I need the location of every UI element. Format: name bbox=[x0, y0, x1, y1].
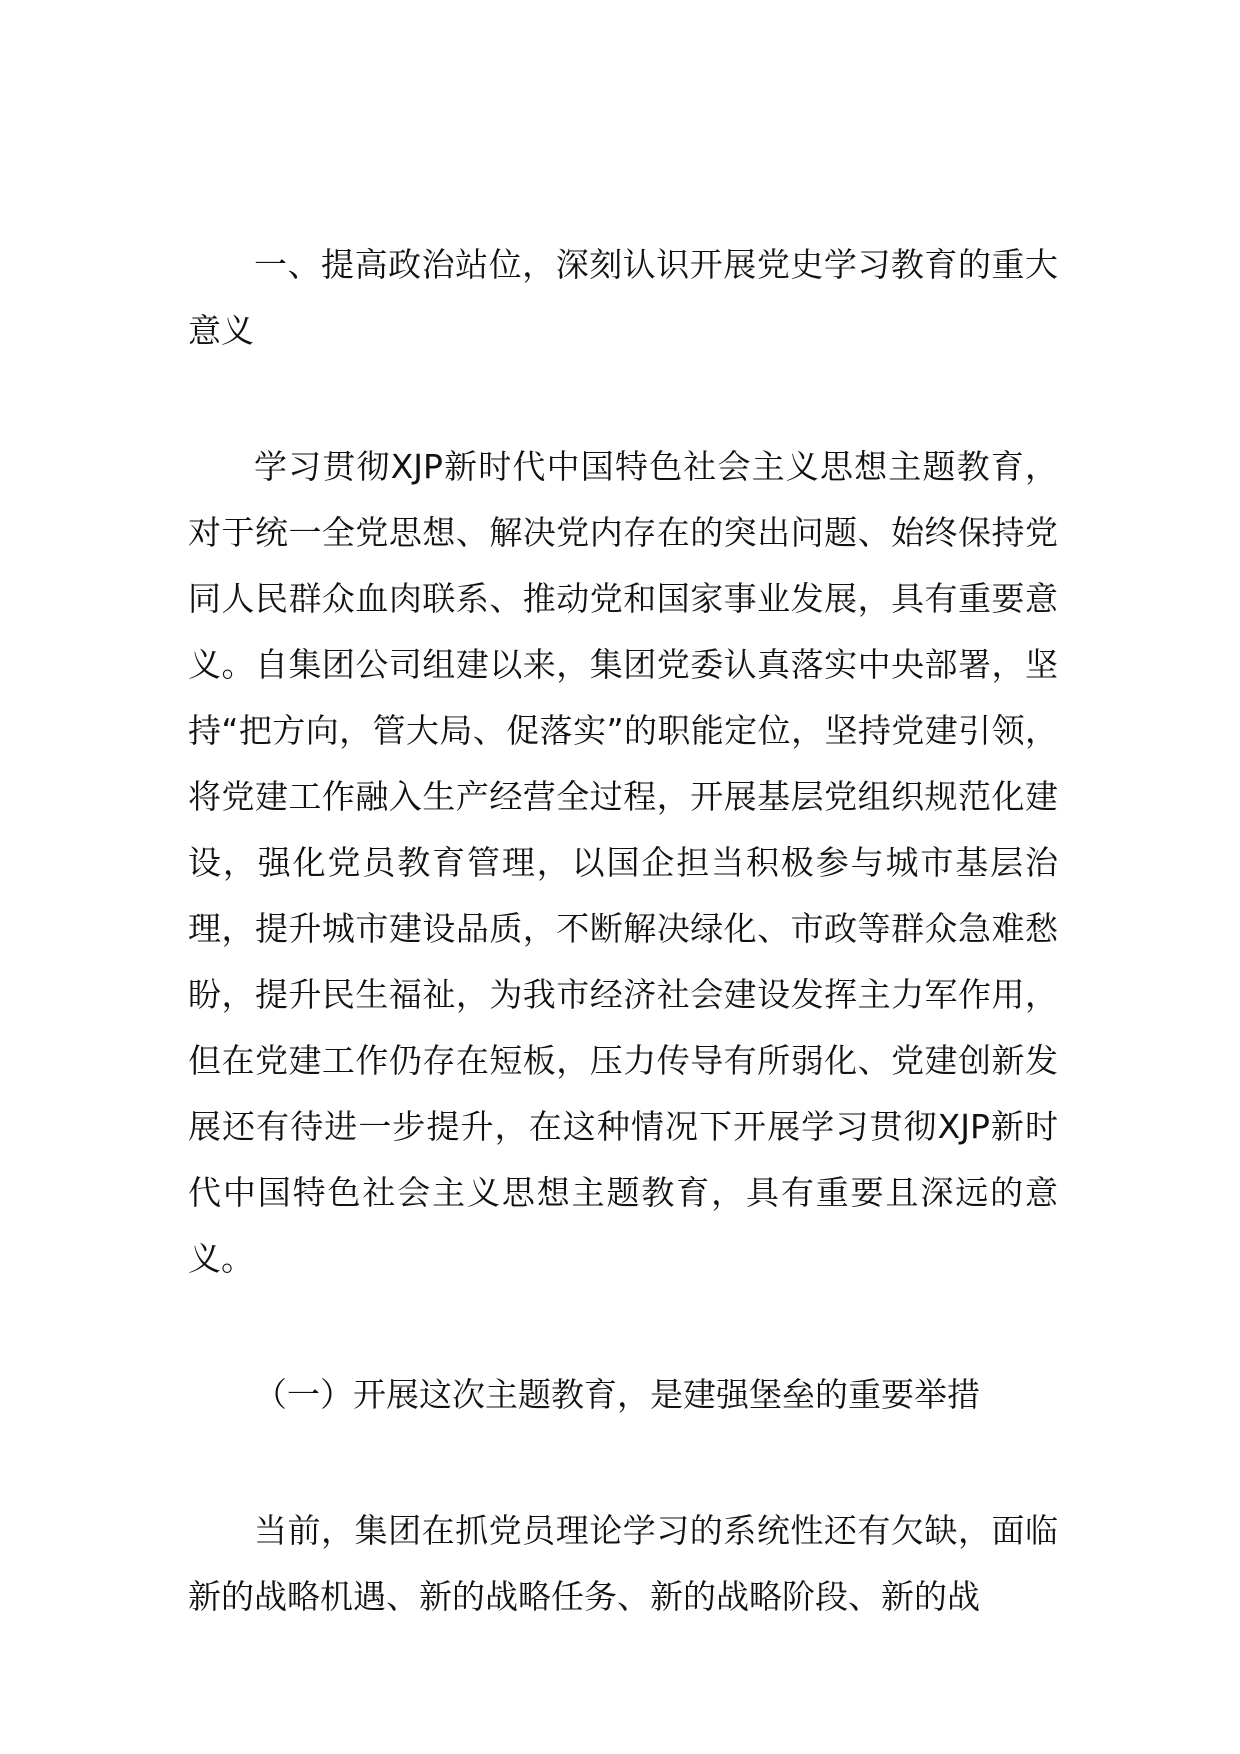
body-paragraph: 学习贯彻XJP新时代中国特色社会主义思想主题教育，对于统一全党思想、解决党内存在的突出问题、始终保持党同人民群众血肉联系、推动党和国家事业发展，具有重要意义。自集团公司组建以来，集团党委认真落实中央部署，坚持“把方向，管大局、促落实”的职能定位，坚持党建引领，将党建工作融入生产经营全过程，开展基层党组织规范化建设，强化党员教育管理，以国企担当积极参与城市基层治理，提升城市建设品质，不断解决绿化、市政等群众急难愁盼，提升民生福祉，为我市经济社会建设发挥主力军作用，但在党建工作仍存在短板，压力传导有所弱化、党建创新发展还有待进一步提升，在这种情况下开展学习贯彻XJP新时代中国特色社会主义思想主题教育，具有重要且深远的意义。 bbox=[188, 447, 1058, 1278]
body-paragraph: 当前，集团在抓党员理论学习的系统性还有欠缺，面临新的战略机遇、新的战略任务、新的战略阶段、新的战 bbox=[188, 1511, 1058, 1616]
document-body bbox=[188, 232, 1058, 1630]
section-heading: 一、提高政治站位，深刻认识开展党史学习教育的重大意义 bbox=[188, 245, 1058, 350]
sub-heading: （一）开展这次主题教育，是建强堡垒的重要举措 bbox=[254, 1375, 980, 1414]
